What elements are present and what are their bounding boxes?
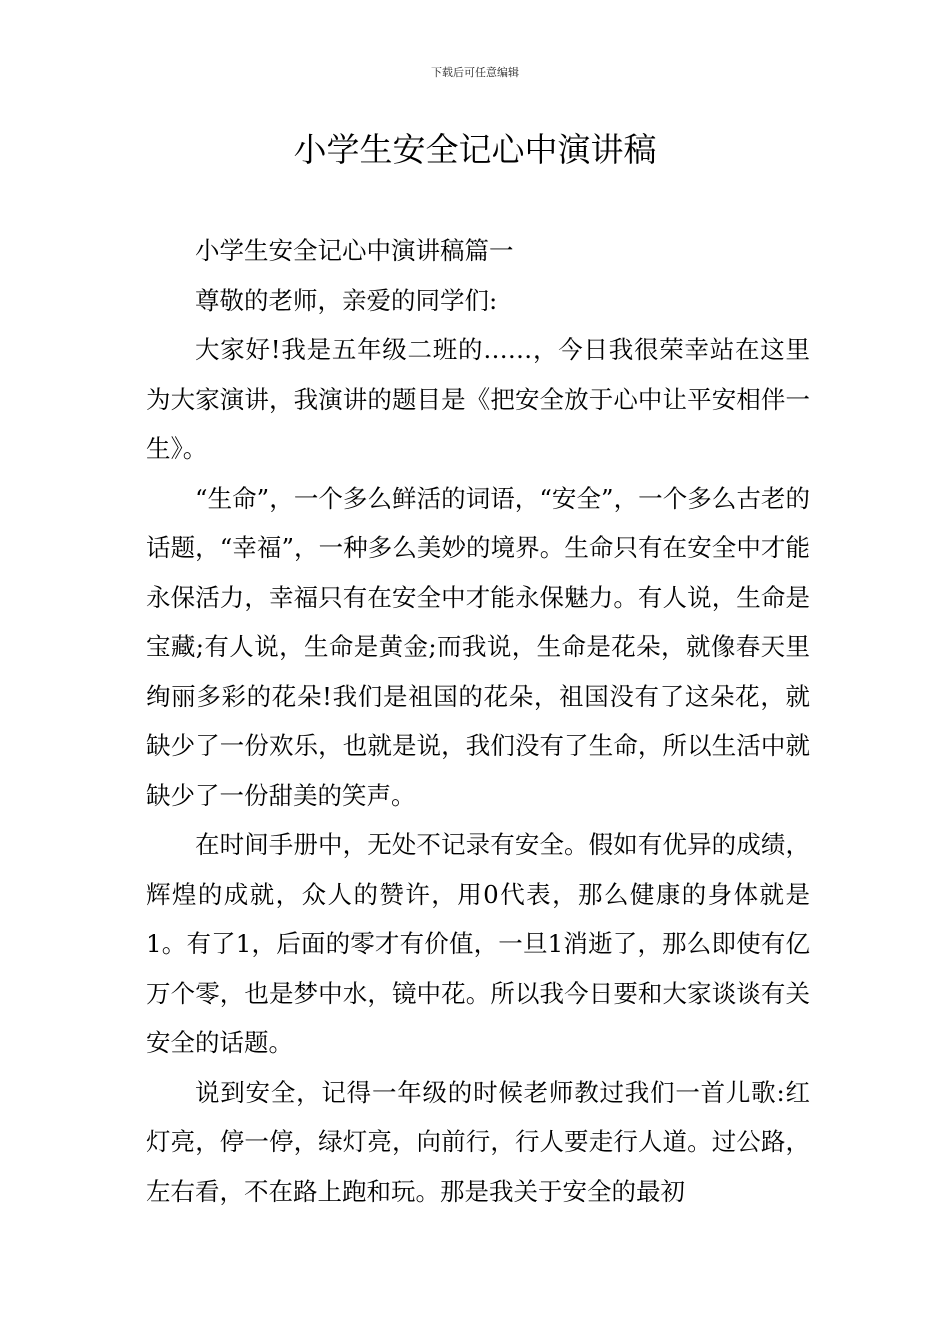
salutation: 尊敬的老师，亲爱的同学们: (195, 285, 498, 315)
body-paragraph: “生命”，一个多么鲜活的词语，“安全”，一个多么古老的话题，“幸福”，一种多么美妙的境界。生命只有在安全中才能永保活力，幸福只有在安全中才能永保魅力。有人说，生命是宝藏;有人说，生命是黄金;而我说，生命是花朵，就像春天里绚丽多彩的花朵!我们是祖国的花朵，祖国没有了这朵花，就缺少了一份欢乐，也就是说，我们没有了生命，所以生活中就缺少了一份甜美的笑声。 (146, 483, 810, 810)
body-paragraph: 大家好!我是五年级二班的……，今日我很荣幸站在这里为大家演讲，我演讲的题目是《把安全放于心中让平安相伴一生》。 (146, 335, 810, 463)
document-body (146, 226, 810, 1216)
body-paragraph: 在时间手册中，无处不记录有安全。假如有优异的成绩，辉煌的成就，众人的赞许，用0代表，那么健康的身体就是1。有了1，后面的零才有价值，一旦1消逝了，那么即使有亿万个零，也是梦中水，镜中花。所以我今日要和大家谈谈有关安全的话题。 (146, 830, 810, 1057)
header-note: 下载后可任意编辑 (431, 66, 519, 79)
document-title: 小学生安全记心中演讲稿 (293, 130, 657, 169)
body-paragraph: 说到安全，记得一年级的时候老师教过我们一首儿歌:红灯亮，停一停，绿灯亮，向前行，行人要走行人道。过公路，左右看，不在路上跑和玩。那是我关于安全的最初 (146, 1077, 810, 1206)
section-heading: 小学生安全记心中演讲稿篇一 (195, 236, 514, 265)
